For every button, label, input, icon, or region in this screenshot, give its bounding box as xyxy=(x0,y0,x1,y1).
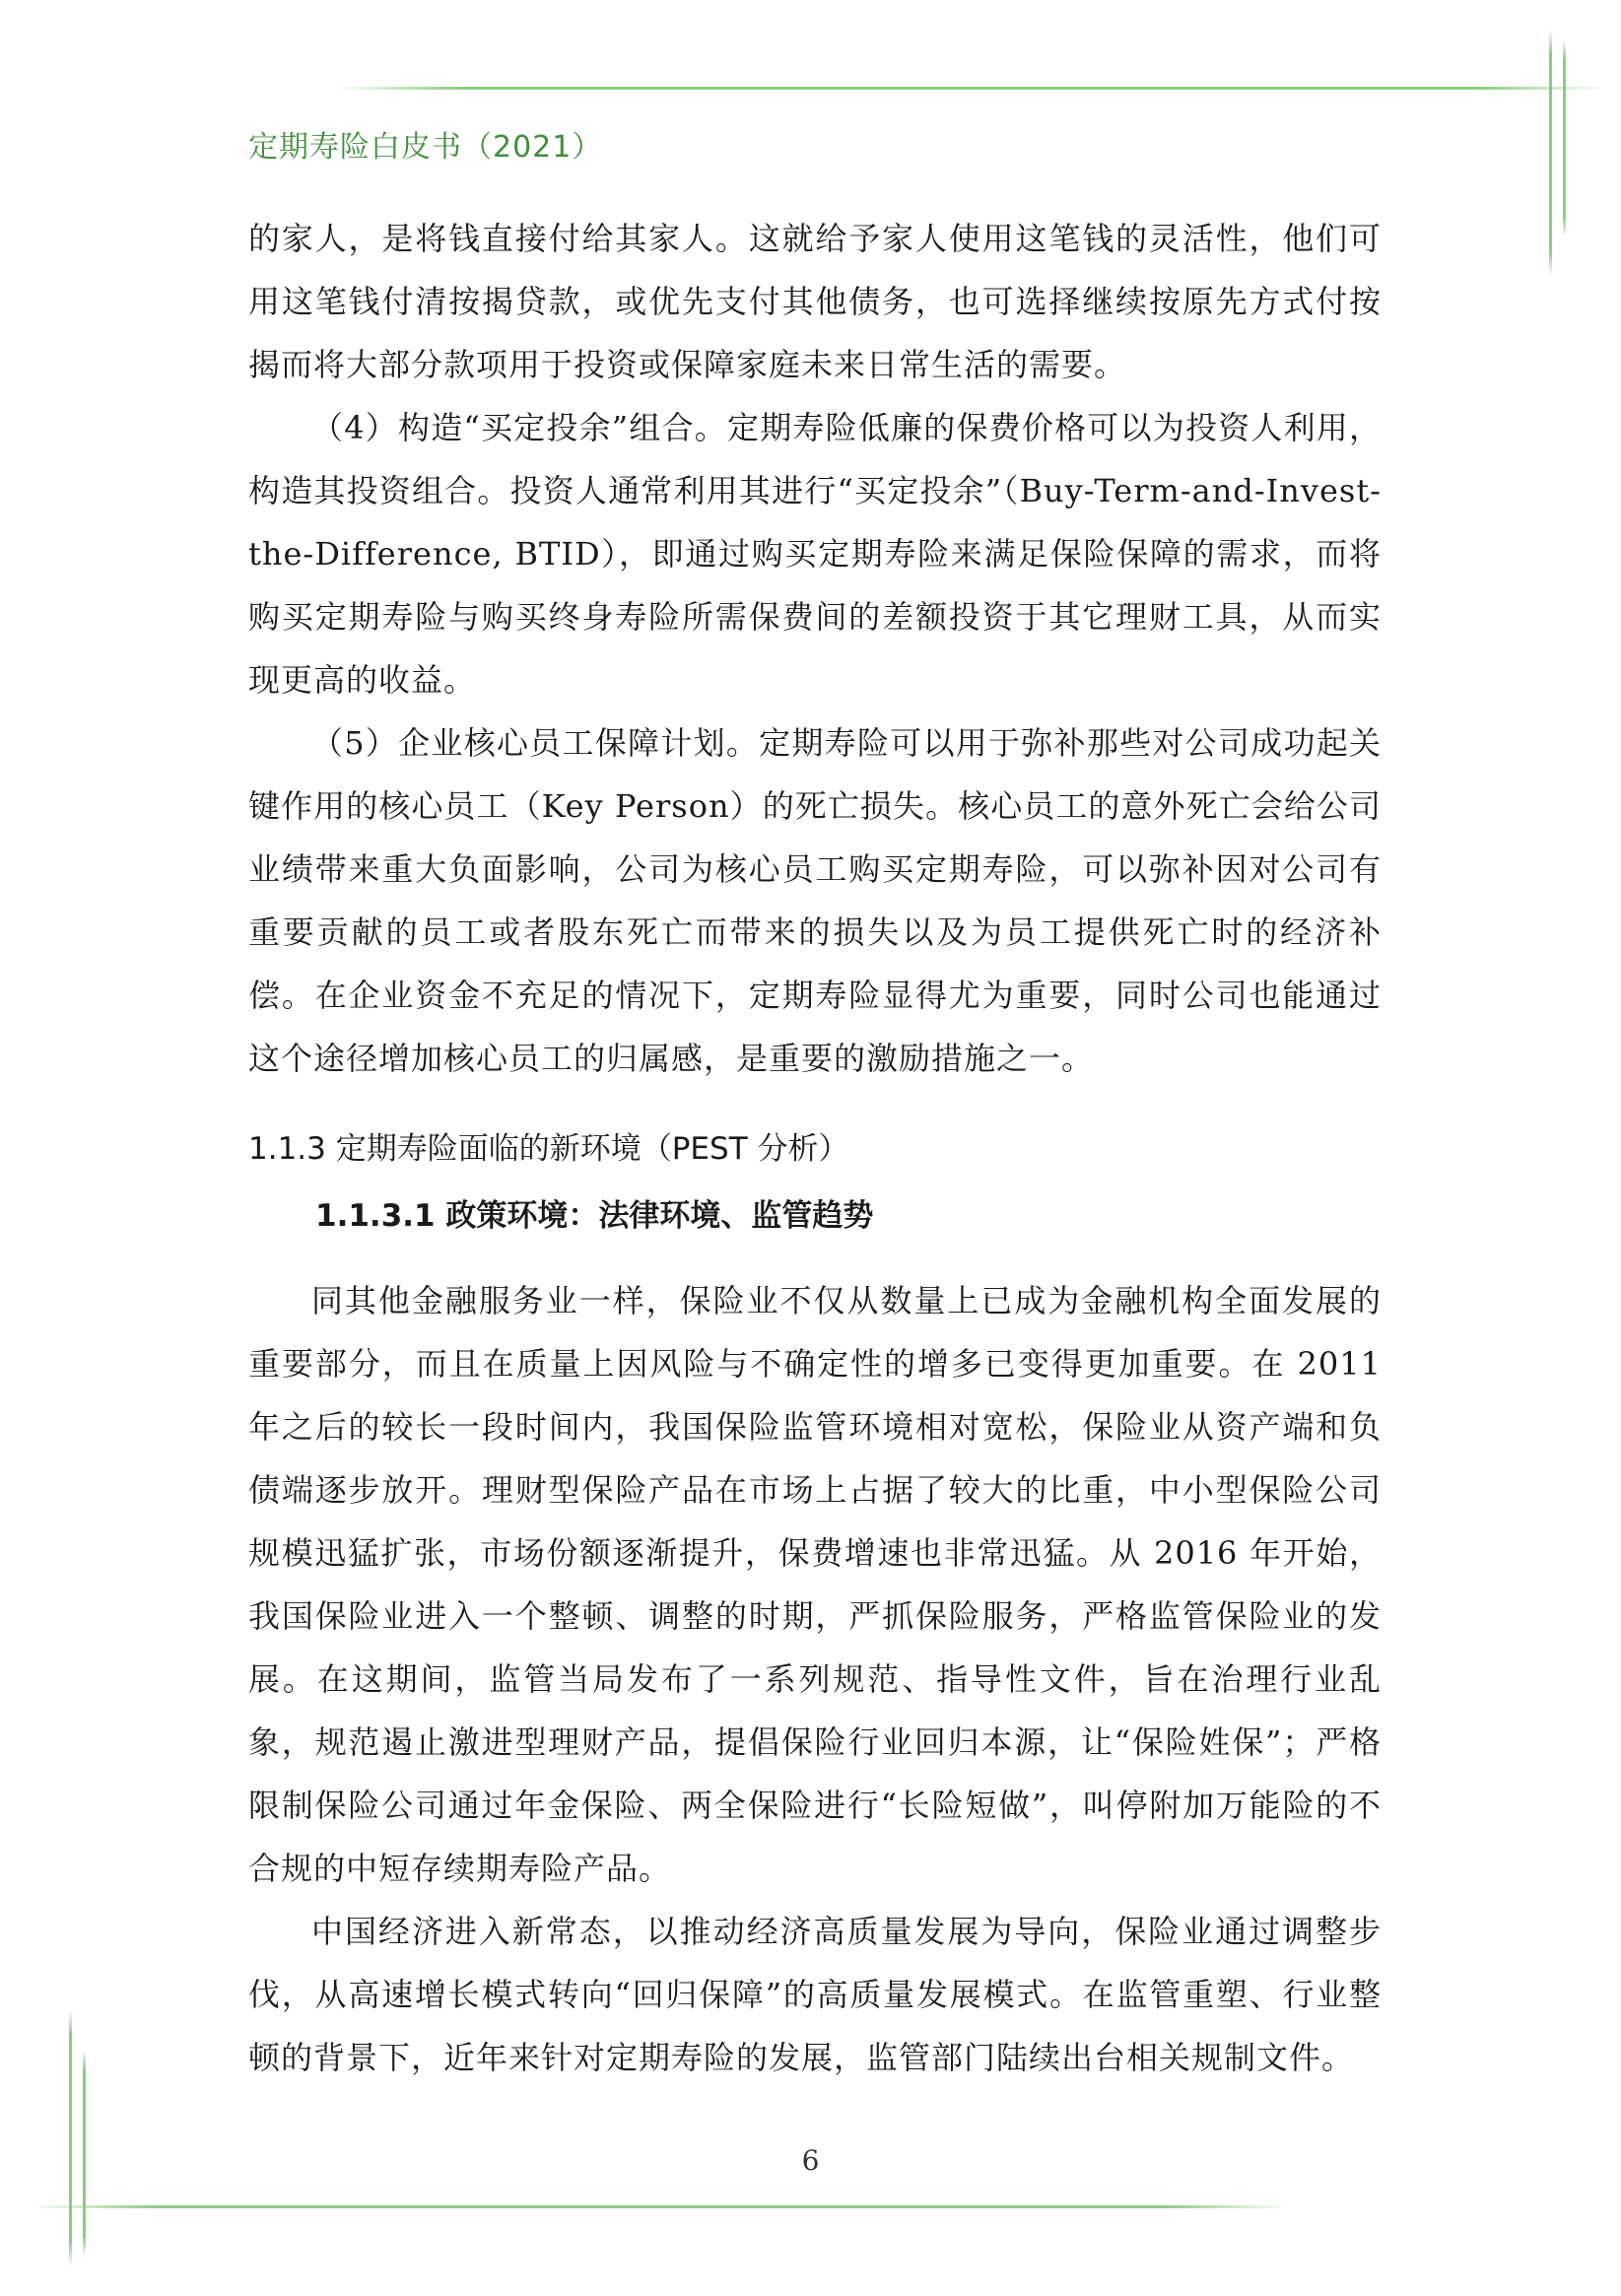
top-right-vertical-line xyxy=(1549,30,1552,276)
paragraph-btid: （4）构造“买定投余”组合。定期寿险低廉的保费价格可以为投资人利用，构造其投资组合。投资人通常利用其进行“买定投余”（Buy-Term-and-Invest-the-Difference, BTID），即通过购买定期寿险来满足保险保障的需求，而将购买定期寿险与购买终身寿险所需保费间的差额投资于其它理财工具，从而实现更高的收益。 xyxy=(248,409,1382,699)
bottom-left-vertical-line xyxy=(69,2010,72,2266)
paragraph-new-normal: 中国经济进入新常态，以推动经济高质量发展为导向，保险业通过调整步伐，从高速增长模式转向“回归保障”的高质量发展模式。在监管重塑、行业整顿的背景下，近年来针对定期寿险的发展，监管部门陆续出台相关规制文件。 xyxy=(248,1913,1382,2076)
page-number: 6 xyxy=(801,2144,820,2177)
paragraph-regulation: 同其他金融服务业一样，保险业不仅从数量上已成为金融机构全面发展的重要部分，而且在质量上因风险与不确定性的增多已变得更加重要。在 2011 年之后的较长一段时间内，我国保险监管环境相对宽松，保险业从资产端和负债端逐步放开。理财型保险产品在市场上占据了较大的比重，中小型保险公司规模迅猛扩张，市场份额逐渐提升，保费增速也非常迅猛。从 2016 年开始，我国保险业进入一个整顿、调整的时期，严抓保险服务，严格监管保险业的发展。在这期间，监管当局发布了一系列规范、指导性文件，旨在治理行业乱象，规范遏止激进型理财产品，提倡保险行业回归本源，让“保险姓保”；严格限制保险公司通过年金保险、两全保险进行“长险短做”，叫停附加万能险的不合规的中短存续期寿险产品。 xyxy=(248,1282,1382,1887)
bottom-border-line xyxy=(30,2205,1291,2208)
subsection-heading: 1.1.3.1 政策环境：法律环境、监管趋势 xyxy=(315,1198,874,1234)
page-body xyxy=(248,207,1382,2089)
paragraph-continued: 的家人，是将钱直接付给其家人。这就给予家人使用这笔钱的灵活性，他们可用这笔钱付清按揭贷款，或优先支付其他债务，也可选择继续按原先方式付按揭而将大部分款项用于投资或保障家庭未来日常生活的需要。 xyxy=(248,220,1382,383)
running-header: 定期寿险白皮书（2021） xyxy=(248,130,603,165)
section-heading: 1.1.3 定期寿险面临的新环境（PEST 分析） xyxy=(248,1131,849,1167)
paragraph-key-person: （5）企业核心员工保障计划。定期寿险可以用于弥补那些对公司成功起关键作用的核心员工（Key Person）的死亡损失。核心员工的意外死亡会给公司业绩带来重大负面影响，公司为核心员工购买定期寿险，可以弥补因对公司有重要贡献的员工或者股东死亡而带来的损失以及为员工提供死亡时的经济补偿。在企业资金不充足的情况下，定期寿险显得尤为重要，同时公司也能通过这个途径增加核心员工的归属感，是重要的激励措施之一。 xyxy=(248,724,1382,1077)
top-right-vertical-line-2 xyxy=(1563,39,1566,236)
top-border-line xyxy=(335,87,1606,90)
